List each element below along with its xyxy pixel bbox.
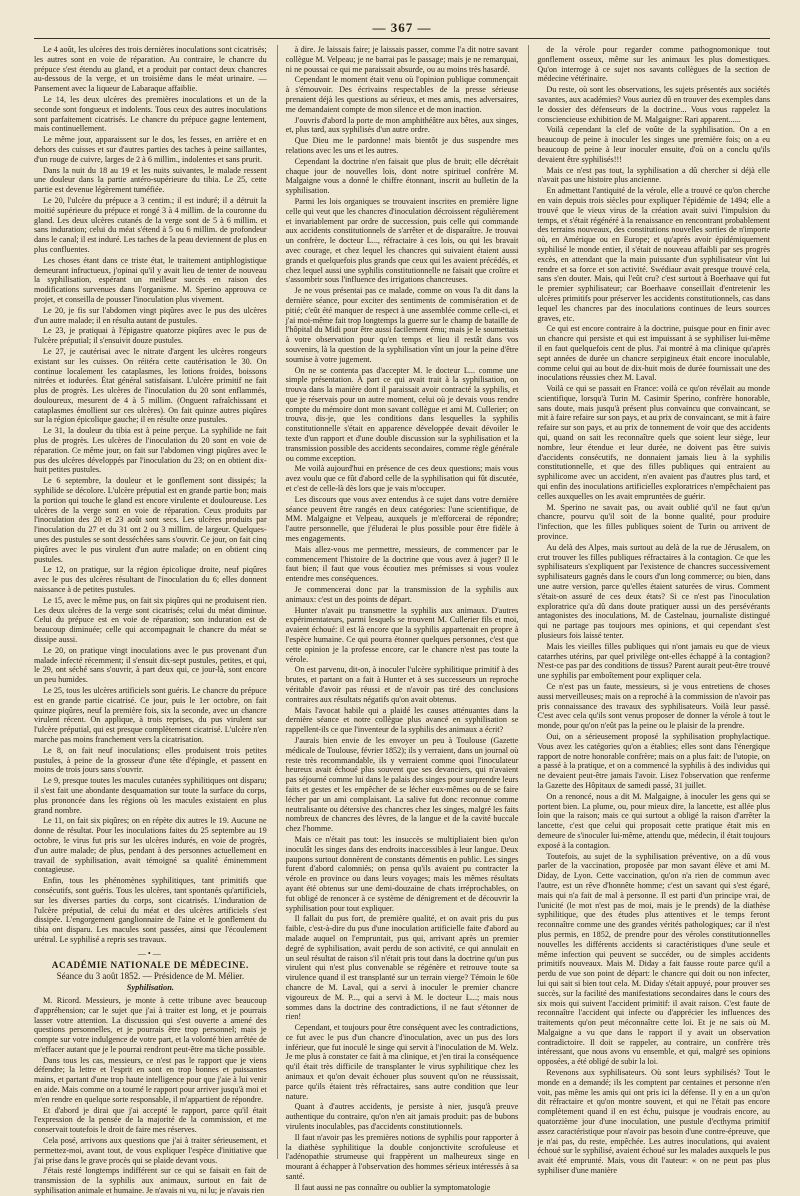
paragraph: Il faut n'avoir pas les premières notions de syphilis pour rapporter à la diathèse syphilitique la double conjonctivite scrofuleuse et l'adénopathie strumeuse qui frappèrent un malheureux singe en mourant à échapper à l'observation des hommes sérieux intéressés à sa santé.: [285, 1132, 519, 1182]
paragraph: Voilà cependant la clef de voûte de la syphilisation. On a en beaucoup de peine à inoculer les singes une première fois; on a eu beaucoup de peine à leur inoculer ensuite, d'où on a conclu qu'ils devaient être syphilisés!!!: [537, 125, 771, 164]
paragraph: Enfin, tous les phénomènes syphilitiques, tant primitifs que consécutifs, sont guéris. Tous les ulcères, tant spontanés qu'artificiels, sur les diverses parties du corps, sont cicatrisés. L'induration de l'ulcère préputial, de celui du méat et des ulcères artificiels s'est dissipée. L'engorgement ganglionnaire de l'aine et le gonflement du tibia ont disparu. Les macules sont passées, ainsi que l'écoulement urétral. Le syphilisé a repris ses travaux.: [34, 876, 267, 944]
column-3: [528, 45, 771, 1176]
paragraph: Dans la nuit du 18 au 19 et les nuits suivantes, le malade ressent une douleur dans la partie antéro-supérieure du tibia. Le 25, cette partie est devenue légèrement tuméfiée.: [34, 165, 267, 195]
column-2: [277, 45, 519, 1192]
paragraph: Mais les vieilles filles publiques qui n'ont jamais eu que de vieux catarrhes utérins, par quel privilège ont-elles échappé à la contagion? N'est-ce pas par des conditions de tissus? Parent aurait peut-être trouvé une syphilis par emboîtement pour expliquer cela.: [537, 641, 771, 681]
paragraph: Voilà ce qui se passait en France: voilà ce qu'on révélait au monde scientifique, lorsqu'à Turin M. Casimir Sperino, confrère honorable, sans doute, mais jusqu'à présent plus convaincu que convaincant, se mit à faire refaire sur son pays, et au prix de convaincant, se mit à faire refaire sur son pays, et au prix de tonnement de voir que des accidents qui, quand on sait les reconnaître quels que soient leur siège, leur nombre, leur étendue et leur durée, ne doivent pas être suivis d'accidents consécutifs, ne donnaient jamais lieu à la syphilis constitutionnelle, et que des filles publiques qui entraient au syphilicome avec un accident, n'en avaient pas d'autres plus tard, et qui enfin des inoculations artificielles exploratrices n'empêchaient pas celles auxquelles on les avait empruntées de guérir.: [537, 384, 771, 501]
page-header: [34, 18, 770, 39]
paragraph: J'ouvris d'abord la porte de mon amphithéâtre aux bêtes, aux singes, et, plus tard, aux syphilisés d'un autre ordre.: [285, 115, 519, 135]
paragraph: Ce qui est encore contraire à la doctrine, puisque pour en finir avec un chancre qui persiste et qui est impuissant à se syphiliser lui-même il en faut quelquefois cent de plus. J'ai montré à ma clinique qu'après sept années de durée un chancre serpigineux était encore inoculable, comme celui qui au bout de dix-huit mois de durée fournissait une des inoculations réussies chez M. Laval.: [537, 324, 771, 383]
paragraph: Le 31, la douleur du tibia est à peine perçue. La syphilide ne fait plus de progrès. Les ulcères de l'inoculation du 20 sont en voie de réparation. Ce même jour, on fait sur l'abdomen vingt piqûres avec le pus des ulcères développés par l'inoculation du 23; on en obtient dix-huit petites pustules.: [34, 426, 267, 475]
paragraph: On ne se contenta pas d'accepter M. le docteur L... comme une simple présentation. À part ce qui avait trait à la syphilisation, on trouva dans la manière dont il paraissait avoir contracté la syphilis, et que je réservais pour un autre moment, celui où je devais vous rendre compte du mémoire dont mon savant collègue et ami M. Cullerier; on trouva, dis-je, que les conditions dans lesquelles la syphilis constitutionnelle s'était en apparence développée devait dévoiler le texte d'un rapport et d'une double discussion sur la syphilisation et la transmission possible des accidents secondaires, comme règle générale ou comme exception.: [285, 365, 519, 463]
session-line: Séance du 3 août 1852. — Présidence de M. Mélier.: [56, 971, 245, 982]
paragraph: Cependant le moment était venu où l'opinion publique commençait à s'émouvoir. Des écrivains respectables de la presse sérieuse prenaient déjà les questions au sérieux, et mes amis, mes adversaires, me demandaient compte de mon silence et de mon inaction.: [285, 75, 519, 114]
paragraph: Le 14, les deux ulcères des premières inoculations et un de la seconde sont fongueux et indolents. Tous ceux des autres inoculations sont parfaitement cicatrisés. Le chancre du prépuce gagne lentement, mais continuellement.: [34, 94, 267, 134]
column-1: [34, 45, 267, 1196]
paragraph: Les choses étant dans ce triste état, le traitement antiphlogistique demeurant infructueux, j'opinai qu'il y avait lieu de tenter de nouveau la syphilisation, espérant un meilleur succès en raison des modifications survenues dans l'organisme. M. Sperino approuva ce projet, et conseilla de pousser l'inoculation plus vivement.: [34, 255, 267, 304]
paragraph: On est parvenu, dit-on, à inoculer l'ulcère syphilitique primitif à des brutes, et partant on a fait à Hunter et à ses successeurs un reproche véritable d'avoir pas réussi et de n'avoir pas tiré des conclusions contraires aux résultats négatifs qu'on avait obtenus.: [285, 665, 519, 704]
section-title: ACADÉMIE NATIONALE DE MÉDECINE.: [51, 959, 249, 970]
paragraph: Je commencerai donc par la transmission de la syphilis aux animaux: c'est un des points de départ.: [285, 585, 519, 604]
paragraph: Du reste, où sont les observations, les sujets présentés aux sociétés savantes, aux académies? Vous auriez dû en trouver des exemples dans le dossier des défenseurs de la doctrine... Vous vous rappelez la consciencieuse exhibition de M. Malgaigne: Rari apparent......: [537, 85, 771, 124]
column-1-speech: [34, 996, 267, 1196]
paragraph: Cependant la doctrine n'en faisait que plus de bruit; elle décrétait chaque jour de nouvelles lois, dont notre spirituel confrère M. Malgaigne vous a donné le chiffre étonnant, inscrit au bulletin de la syphilisation.: [285, 156, 519, 196]
paragraph: Le même jour, apparaissent sur le dos, les fesses, en arrière et en dehors des cuisses et sur d'autres parties des taches à peine saillantes, d'un rouge de cuivre, larges de 2 à 6 millim., indolentes et sans prurit.: [34, 135, 267, 164]
paragraph: Le 12, on pratique, sur la région épicolique droite, neuf piqûres avec le pus des ulcères résultant de l'inoculation du 6; elles donnent naissance à de petites pustules.: [34, 565, 267, 595]
paragraph: Mais ce n'était pas tout: les insuccès se multipliaient bien qu'on inoculât les singes dans des endroits inaccessibles à leur langue. Deux paupons surtout donnèrent de constants démentis en public. Les singes furent d'abord calomniés; on pensa qu'ils avaient pu contracter la vérole en province ou dans leurs voyages; mais les mêmes résultats ayant été obtenus sur une demi-douzaine de chats irréprochables, on fut obligé de renoncer à ce système de dénigrement et de découvrir la syphilisation pour tout expliquer.: [285, 834, 519, 913]
paragraph: Le 8, on fait neuf inoculations; elles produisent trois petites pustules, à peine de la grosseur d'une tête d'épingle, et passent en moins de trois jours sans s'ouvrir.: [34, 745, 267, 775]
paragraph: Le 20, je fis sur l'abdomen vingt piqûres avec le pus des ulcères d'un autre malade; il en résulta autant de pustules.: [34, 305, 267, 325]
paragraph: Il fallait du pus fort, de première qualité, et on avait pris du pus faible, c'est-à-dire du pus d'une inoculation artificielle faite d'abord au malade auquel on l'empruntait, pus qui, arrivant après un premier degré de syphilisation, avait perdu de son activité, ce qui annulait en un seul résultat de raison s'il n'était pris tout dans la doctrine qu'un pus virulent qui n'est plus convenable se régénère et retrouve toute sa virulence quand il est transplanté sur un terrain vierge? Témoin le 60e chancre de M. Laval, qui a servi à inoculer le premier chancre vigoureux de M. P..., qui a servi à M. le docteur L...; mais nous sommes dans la doctrine des contradictions, il ne faut s'étonner de rien!: [285, 914, 519, 1022]
paragraph: Parmi les lois organiques se trouvaient inscrites en première ligne celle qui veut que les chancres d'inoculation décroissent régulièrement et invariablement par ordre de succession, puis celle qui commande aux accidents constitutionnels de s'arrêter et de disparaître. Je trouvai un confrère, le docteur L..., réfractaire à ces lois, ou qui les bravait avec courage, et chez lequel les chancres qui suivaient étaient aussi grands et quelquefois plus grands que ceux qui les avaient précédés, et chez lequel aussi une syphilis constitutionnelle ne faisait que croître et s'assombrir sous l'influence des irrigations chancreuses.: [285, 196, 519, 285]
paragraph: Au delà des Alpes, mais surtout au delà de la rue de Jérusalem, on crut trouver les filles publiques réfractaires à la contagion. Ce que les syphilisateurs s'expliquent par l'existence de chancres successivement syphilisateurs gagnés dans le cours d'un long commerce; ou bien, dans une autre version, parce qu'elles étaient saturées de virus. Comment s'était-on assuré de ces deux états? Si ce n'est pas l'inoculation exploratrice qu'a dû dans doute pratiquer aussi un des persévérants antagonistes des inoculations, M. de Castelnau, journaliste distingué qui ne partage pas toujours mes opinions, et qui cependant s'est plusieurs fois laissé tenter.: [537, 542, 771, 641]
paragraph: J'aurais bien envie de les envoyer un peu à Toulouse (Gazette médicale de Toulouse, février 1852); ils y verraient, dans un journal où reste très recommandable, ils y verraient comme quoi l'inoculateur heureux avait échoué plus souvent que ses devanciers, qui n'avaient pas séjourné comme lui dans le palais des singes pour surprendre leurs faits et gestes et les empêcher de se lécher eux-mêmes ou de se faire lécher par un ami complaisant. La salive fut donc reconnue comme neutralisante ou détersive des chancres chez les singes, malgré les faits nombreux de chancres des lèvres, de la langue et de la cavité buccale chez l'homme.: [285, 735, 519, 834]
paragraph: Oui, on a sérieusement proposé la syphilisation prophylactique. Vous avez les catégories qu'on a établies; elles sont dans l'énergique rapport de notre honorable confrère; mais on a plus fait: de l'utopie, on a passé à la pratique, et on a commencé la syphilis à des individus qui ne devaient peut-être jamais l'avoir. Lisez l'observation que renferme la Gazette des Hôpitaux de samedi passé, 31 juillet.: [537, 731, 771, 790]
paragraph: Je ne vous présentai pas ce malade, comme on vous l'a dit dans la dernière séance, pour exciter des sentiments de commisération et de pitié; c'eût été manquer de respect à une assemblée comme celle-ci, et j'ai moi-même fait trop longtemps la guerre sur le champ de bataille de l'hôpital du Midi pour être aussi facilement ému; mais je le soumettais à votre observation pour qu'en temps et lieu il restât dans vos souvenirs, là la question de la syphilisation vînt un jour la peine d'être soumise à votre jugement.: [285, 286, 519, 364]
paragraph: Me voilà aujourd'hui en présence de ces deux questions; mais vous avez voulu que ce fût d'abord celle de la syphilisation qui fût discutée, et c'est de celle-là dès lors que je vais m'occuper.: [285, 464, 519, 494]
paragraph: Mais allez-vous me permettre, messieurs, de commencer par le commencement l'histoire de la doctrine que vous avez à juger? Il le faut bien; il faut que vous écoutiez mes prémisses si vous voulez entendre mes conséquences.: [285, 544, 519, 584]
paragraph: Il faut aussi ne pas connaître ou oublier la symptomatologie: [294, 1182, 491, 1192]
paragraph: Le 20, l'ulcère du prépuce a 3 centim.; il est induré; il a détruit la moitié supérieure du prépuce et rongé 3 à 4 millim. de la couronne du gland. Les deux ulcères cutanés de la verge sont de 5 à 6 millim. et sans induration; celui du méat s'étend à 5 ou 6 millim. de profondeur dans le canal; il est induré. Les taches de la peau deviennent de plus en plus confluentes.: [34, 195, 267, 254]
paragraph: Cependant, et toujours pour être conséquent avec les contradictions, ce fut avec le pus d'un chancre d'inoculation, avec un pus des lors inférieur, que fut inoculé le singe qui servit à l'inoculation de M. Welz. Je me plus à constater ce fait à ma clinique, et j'en tirai la conséquence qu'il était très difficile de transplanter le virus syphilitique chez les animaux et qu'on devait échouer plus souvent qu'on ne réussissait, parce qu'ils étaient très réfractaires, sans autre condition que leur nature.: [285, 1023, 519, 1101]
paragraph: Quant à d'autres accidents, je persiste à nier, jusqu'à preuve authentique du contraire, qu'on n'en ait jamais produit: pas de bubons virulents inoculables, pas d'accidents constitutionnels.: [285, 1102, 519, 1132]
paragraph: J'étais resté longtemps indifférent sur ce qui se faisait en fait de transmission de la syphilis aux animaux, surtout en fait de syphilisation animale et humaine. Je n'avais ni vu, ni lu; je n'avais rien: [34, 1166, 267, 1196]
subject-heading: Syphilisation.: [126, 983, 174, 993]
paragraph: Toutefois, au sujet de la syphilisation préventive, on a dû vous parler de la vaccination, proposée par mon savant élève et ami M. Diday, de Lyon. Cette vaccination, qu'on n'a rien de commun avec l'autre, est un rêve d'honnête homme; c'est un savant qui s'est égaré, mais qui n'a fait de mal à personne. Il est parti d'un principe vrai, de l'unicité (le mot n'est pas de moi, mais je le prends) de la diathèse syphilitique, que des études plus attentives et le temps feront reconnaître comme une des grandes vérités pathologiques; car il n'est plus permis, en 1852, de prendre pour des véroles constitutionnelles nouvelles les différents accidents si caractéristiques d'une seule et même infection qui peuvent se succéder, ou de simples accidents primitifs nouveaux. Mais M. Diday a fait fausse route parce qu'il a perdu de vue son point de départ: le chancre qui doit ou non infecter, lui qui sait si bien tout cela. M. Diday s'était appuyé, pour prouver ses succès, sur la facilité des manifestations secondaires dans le cours des six mois qui suivent l'accident primitif: il avait raison. C'est faute de reconnaître l'accident qui infecte ou d'apprécier les influences des traitements qu'on peut méconnaître cette loi. Et je ne sais où M. Malgaigne a vu que dans le rapport il y avait un observation contradictoire. Il doit se rappeler, au contraire, un confrère très intéressant, que nous avons vu ensemble, et qui, malgré ses opinions opposées, a été obligé de subir la loi.: [537, 851, 771, 1067]
paragraph: Le 23, je pratiquai à l'épigastre quatorze piqûres avec le pus de l'ulcère préputial; il s'ensuivit douze pustules.: [34, 326, 267, 346]
paragraph: à dire. Je laissais faire; je laissais passer, comme l'a dit notre savant collègue M. Velpeau; je ne barrai pas le passage; mais je ne remarquai, ni ne poussai ce qui me paraissait absurde, ou au moins très hasardé.: [285, 45, 519, 74]
paragraph: Mais ce n'est pas tout, la syphilisation a dû chercher si déjà elle n'avait pas une histoire plus ancienne.: [537, 165, 771, 185]
text-columns: [34, 45, 771, 1196]
paragraph: Et d'abord je dirai que j'ai accepté le rapport, parce qu'il était l'expression de la pensée de la majorité de la commission, et me conservait toutefois le droit de faire mes réserves.: [34, 1105, 267, 1135]
paragraph: Le 11, on fait six piqûres; on en répète dix autres le 19. Aucune ne donne de résultat. Pour les inoculations faites du 25 septembre au 19 octobre, le virus fut pris sur les ulcères indurés, en voie de progrès, d'un autre malade; de plus, pendant à des personnes actuellement en travail de syphilisation, avait témoigné sa qualité éminemment contagieuse.: [34, 816, 267, 875]
paragraph: Le 4 août, les ulcères des trois dernières inoculations sont cicatrisés; les autres sont en voie de réparation. Au contraire, le chancre du prépuce s'est étendu au gland, et a produit par contact deux chancres au-dessous de la verge, et un troisième dans le méat urinaire. — Pansement avec la liqueur de Labaraque affaiblie.: [34, 45, 267, 94]
page-number: — 367 —: [372, 20, 432, 35]
paragraph: Le 6 septembre, la douleur et le gonflement sont dissipés; la syphilide se décolore. L'ulcère préputial est en grande partie bon; mais la portion qui touche le gland est encore virulente et douloureuse. Les ulcères de la verge sont en voie de réparation. Ceux produits par l'inoculation des 20 et 23 août sont secs. Les ulcères produits par l'inoculation du 27 et du 31 ont 2 ou 3 millim. de largeur. Quelques-unes des pustules se sont desséchées sans s'ouvrir. Ce jour, on fait cinq piqûres avec le pus virulent d'un autre malade; on en obtient cinq pustules.: [34, 476, 267, 564]
paragraph: Hunter n'avait pu transmettre la syphilis aux animaux. D'autres expérimentateurs, parmi lesquels se trouvent M. Cullerier fils et moi, avaient échoué: il est là encore que la syphilis appartenait en propre à l'espèce humaine. Ce qui pourra étonner quelques personnes, c'est que cette opinion je la professe encore, car le chancre n'est pas toute la vérole.: [285, 605, 519, 664]
paragraph: Cela posé, arrivons aux questions que j'ai à traiter sérieusement, et permettez-moi, avant tout, de vous expliquer l'espèce d'initiative que j'ai prise dans le grave procès qui se plaide devant vous.: [34, 1136, 267, 1165]
paragraph: Ce n'est pas un faute, messieurs, si je vous entretiens de choses aussi merveilleuses; mais on a reproché à la commission de n'avoir pas pris connaissance des travaux des syphilisateurs. Voilà leur passé. C'est avec cela qu'ils sont venus proposer de donner la vérole à tout le monde, pour qu'on n'eût pas la peine ou le plaisir de la prendre.: [537, 682, 771, 731]
paragraph: Le 15, avec le même pus, on fait six piqûres qui ne produisent rien. Les deux ulcères de la verge sont cicatrisés; celui du méat diminue. Celui du prépuce est en voie de réparation; son induration est de beaucoup diminuée; celle qui accompagnait le chancre du méat se dissipe aussi.: [34, 595, 267, 645]
paragraph: Le 25, tous les ulcères artificiels sont guéris. Le chancre du prépuce est en grande partie cicatrisé. Ce jour, puis le 1er octobre, on fait quinze piqûres, neuf la première fois, six la seconde, avec un chancre virulent récent. On applique, à trois reprises, du pus virulent sur l'ulcère préputial, qui est presque complètement cicatrisé. L'ulcère n'en marche pas moins franchement vers la cicatrisation.: [34, 686, 267, 744]
paragraph: Le 20, on pratique vingt inoculations avec le pus provenant d'un malade infecté récemment; il s'ensuit dix-sept pustules, petites, et qui, le 29, ont séché sans s'ouvrir, à part deux qui, ce jour-là, sont encore un peu humides.: [34, 645, 267, 685]
paragraph: Le 27, je cautérisai avec le nitrate d'argent les ulcères rongeurs existant sur les cuisses. On réitéra cette cautérisation le 30. On continue localement les cataplasmes, les lotions froides, boissons nitrées et iodurées. État général satisfaisant. L'ulcère primitif ne fait plus de progrès. Les ulcères de l'inoculation du 20 sont enflammés, douloureux, mesurent de 4 à 5 millim. (Onguent rafraîchissant et cataplasmes émollient sur ces ulcères). On fait quinze autres piqûres sur la région épicolique gauche; il en résulte onze pustules.: [34, 346, 267, 425]
paragraph: On a renoncé, nous a dit M. Malgaigne, à inoculer les gens qui se portent bien. La plume, ou, pour mieux dire, la lancette, est allée plus loin que la raison; mais ce qui surtout a obligé la raison d'arrêter la lancette, c'est que celui qui proposait cette pratique était mis en demeure de s'inoculer lui-même, attendu que, médecin, il était toujours exposé à la contagion.: [537, 791, 771, 850]
paragraph: Le 9, presque toutes les macules cutanées syphilitiques ont disparu; il s'est fait une abondante desquamation sur toute la surface du corps, plus prononcée dans les régions où les macules existaient en plus grand nombre.: [34, 776, 267, 815]
paragraph: Mais l'avocat habile qui a plaidé les causes atténuantes dans la dernière séance et notre collègue plus avancé en syphilisation se rappellent-ils ce que l'inventeur de la syphilis des animaux a écrit?: [285, 705, 519, 735]
separator: —•—: [137, 948, 163, 958]
paragraph: Les discours que vous avez entendus à ce sujet dans votre dernière séance peuvent être rangés en deux catégories: l'une scientifique, de MM. Malgaigne et Velpeau, auxquels je m'efforcerai de répondre; l'autre personnelle, que j'éluderai le plus possible pour être fidèle à mes engagements.: [285, 494, 519, 544]
column-1-report: [34, 45, 267, 945]
paragraph: M. Ricord. Messieurs, je monte à cette tribune avec beaucoup d'appréhension; car le sujet que j'ai à traiter est long, et je pourrais lasser votre attention. La discussion qui s'est ouverte a amené des questions personnelles, et je pourrais être trop personnel; mais je compte sur votre indulgence de votre part, et la volonté bien arrêtée de m'effacer autant que je le pourrai rendront peut-être ma tâche possible.: [34, 995, 267, 1054]
paragraph: Dans tous les cas, messieurs, ce n'est pas le rapport que je viens défendre; la lettre et l'esprit en sont en trop bonnes et puissantes mains, et partant d'une trop haute intelligence pour que j'aie à lui venir en aide. Mais comme on a tourné le rapport pour arriver jusqu'à moi et m'en rendre en quelque sorte responsable, il m'appartient de répondre.: [34, 1055, 267, 1104]
paragraph: Que Dieu me le pardonne! mais bientôt je dus suspendre mes relations avec les uns et les autres.: [285, 136, 519, 155]
paragraph: M. Sperino ne savait pas, ou avait oublié qu'il ne faut qu'un chancre, pourvu qu'il soit de la bonne qualité, pour produire l'infection, que les filles publiques soient de Turin ou arrivent de province.: [537, 502, 771, 542]
paragraph: En admettant l'antiquité de la vérole, elle a trouvé ce qu'on cherche en vain depuis trois siècles pour expliquer l'épidémie de 1494; elle a trouvé que le vieux virus de la création avait suivi l'impulsion du temps, et s'était régénéré à la renaissance en rencontrant probablement des terrains nouveaux, des constitutions nouvelles sorties de n'importe où, en Amérique ou en Europe; et qu'après avoir épidémiquement syphilisé le monde entier, il s'était de nouveau affaibli par ses progrès excès, en attendant que la main puissante d'un syphilisateur vînt lui rendre et sa force et son activité. Swédiaur avait presque trouvé cela, sans s'en douter. Mais, qui l'eût cru? c'est surtout à Boerhaave qui fut le premier syphilisateur; car Boerhaave conseillait d'entretenir les ulcères primitifs pour préserver les accidents constitutionnels, cas dans lequel les chancres par des inoculations continues de leurs sources graves, etc.: [537, 186, 771, 323]
paragraph: de la vérole pour regarder comme pathognomonique tout gonflement osseux, même sur les animaux les plus domestiques. Qu'on interroge à ce sujet nos savants collègues de la section de médecine vétérinaire.: [537, 45, 771, 84]
paragraph: Revenons aux syphilisateurs. Où sont leurs syphilisés? Tout le monde en a demandé; ils les comptent par centaines et personne n'en voit, pas même les amis qui ont pris ici la défense. Il y en a un qu'on dit réfractaire et qu'on montre souvent, et qui ne l'était pas encore complètement quand il en est échu, puisque je voudrais encore, au quatorzième jour d'une inoculation, une pustule d'ecthyma primitif assez caractéristique pour n'avoir pas besoin d'une contre-épreuve, que je n'ai pas, du reste, empêchée. Les autres inoculations, qui avaient échoué sur le syphilisé, avaient échoué sur les malades auxquels le pus avait été emprunté. Mais, vous dit l'auteur: « on ne peut pas plus syphiliser d'une manière: [537, 1068, 771, 1176]
